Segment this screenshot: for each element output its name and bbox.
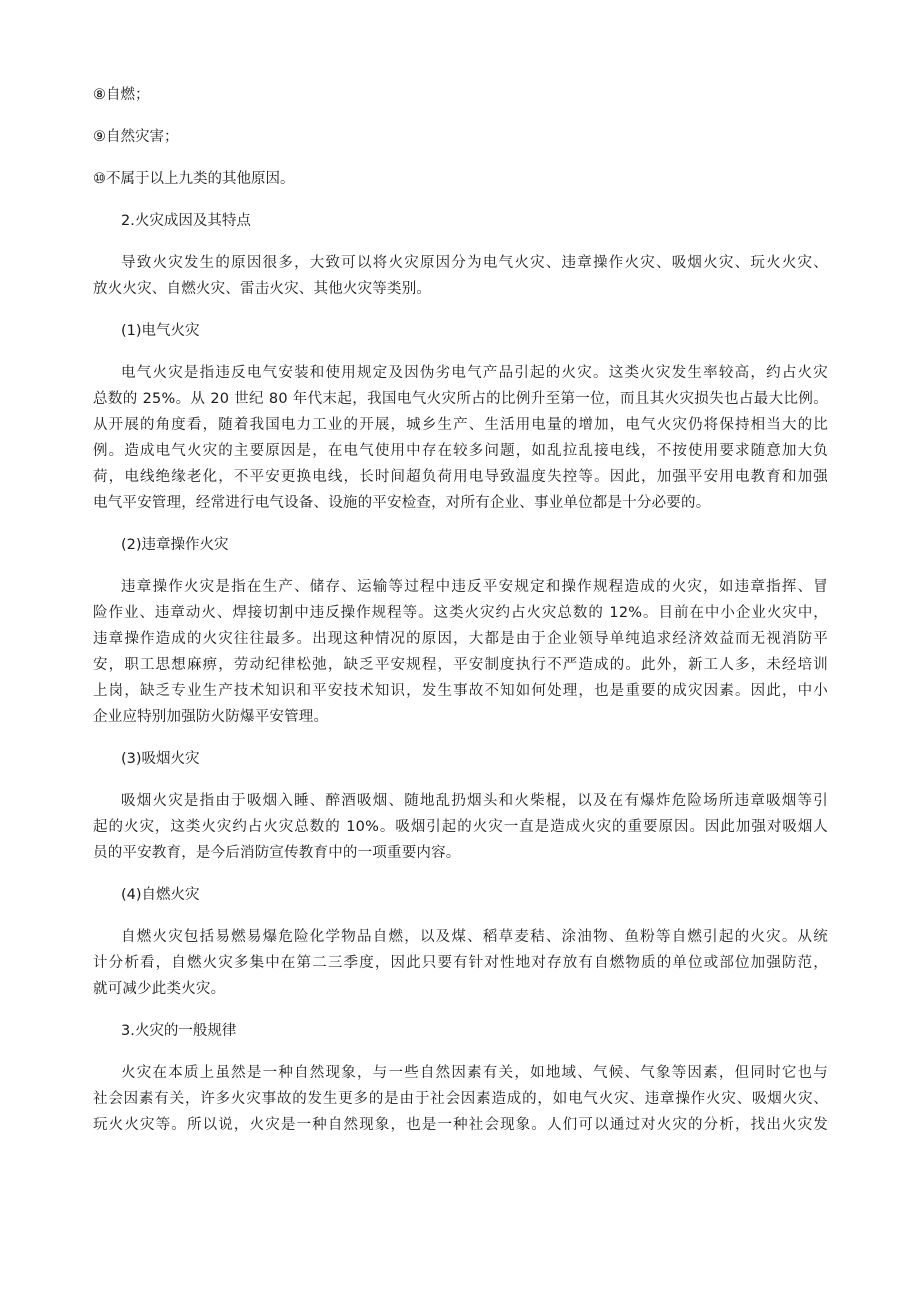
section-2-title: 2.火灾成因及其特点 bbox=[121, 213, 251, 229]
text-line: 起的火灾，这类火灾约占火灾总数的 10%。吸烟引起的火灾一直是造成火灾的重要原因。因此加强对吸烟人 bbox=[93, 819, 828, 835]
text-line: 就可减少此类火灾。 bbox=[93, 981, 226, 997]
subsection-1-title: (1)电气火灾 bbox=[121, 323, 200, 339]
subsection-4-body bbox=[93, 924, 828, 1002]
text-line: 玩火火灾等。所以说，火灾是一种自然现象，也是一种社会现象。人们可以通过对火灾的分析，找出火灾发 bbox=[93, 1117, 828, 1133]
text-line: 上岗，缺乏专业生产技术知识和平安技术知识，发生事故不知如何处理，也是重要的成灾因素。因此，中小 bbox=[93, 683, 828, 699]
subsection-2-body bbox=[93, 574, 828, 730]
section-2-intro bbox=[93, 250, 828, 302]
list-item-10: ⑩不属于以上九类的其他原因。 bbox=[93, 171, 295, 187]
text-line: 自燃火灾包括易燃易爆危险化学物品自燃，以及煤、稻草麦秸、涂油物、鱼粉等自燃引起的火灾。从统 bbox=[121, 929, 828, 945]
subsection-4-title: (4)自燃火灾 bbox=[121, 887, 200, 903]
text-line: 安，职工思想麻痹，劳动纪律松弛，缺乏平安规程，平安制度执行不严造成的。此外，新工人多，未经培训 bbox=[93, 657, 828, 673]
text-line: 吸烟火灾是指由于吸烟入睡、醉酒吸烟、随地乱扔烟头和火柴棍，以及在有爆炸危险场所违章吸烟等引 bbox=[121, 793, 828, 809]
text-line: 企业应特别加强防火防爆平安管理。 bbox=[93, 709, 329, 725]
subsection-2-title: (2)违章操作火灾 bbox=[121, 537, 229, 553]
text-line: 违章操作火灾是指在生产、储存、运输等过程中违反平安规定和操作规程造成的火灾，如违章指挥、冒 bbox=[121, 579, 828, 595]
text-line: 员的平安教育，是今后消防宣传教育中的一项重要内容。 bbox=[93, 845, 461, 861]
section-3-title: 3.火灾的一般规律 bbox=[121, 1023, 237, 1039]
text-line: 放火火灾、自燃火灾、雷击火灾、其他火灾等类别。 bbox=[93, 281, 432, 297]
text-line: 电气火灾是指违反电气安装和使用规定及因伪劣电气产品引起的火灾。这类火灾发生率较高，约占火灾 bbox=[121, 365, 828, 381]
text-line: 荷，电线绝缘老化，不平安更换电线，长时间超负荷用电导致温度失控等。因此，加强平安用电教育和加强 bbox=[93, 469, 828, 485]
subsection-3-title: (3)吸烟火灾 bbox=[121, 751, 200, 767]
text-line: 电气平安管理，经常进行电气设备、设施的平安检查，对所有企业、事业单位都是十分必要的。 bbox=[93, 495, 711, 511]
text-line: 违章操作造成的火灾往往最多。出现这种情况的原因，大都是由于企业领导单纯追求经济效益而无视消防平 bbox=[93, 631, 828, 647]
document-page bbox=[93, 82, 828, 1154]
subsection-1-body bbox=[93, 360, 828, 516]
text-line: 导致火灾发生的原因很多，大致可以将火灾原因分为电气火灾、违章操作火灾、吸烟火灾、玩火火灾、 bbox=[121, 255, 828, 271]
text-line: 火灾在本质上虽然是一种自然现象，与一些自然因素有关，如地域、气候、气象等因素，但同时它也与 bbox=[121, 1065, 828, 1081]
section-3-body bbox=[93, 1060, 828, 1138]
text-line: 例。造成电气火灾的主要原因是，在电气使用中存在较多问题，如乱拉乱接电线，不按使用要求随意加大负 bbox=[93, 443, 828, 459]
subsection-3-body bbox=[93, 788, 828, 866]
text-line: 险作业、违章动火、焊接切割中违反操作规程等。这类火灾约占火灾总数的 12%。目前在中小企业火灾中， bbox=[93, 605, 828, 621]
text-line: 总数的 25%。从 20 世纪 80 年代末起，我国电气火灾所占的比例升至第一位，而且其火灾损失也占最大比例。 bbox=[93, 391, 828, 407]
text-line: 从开展的角度看，随着我国电力工业的开展，城乡生产、生活用电量的增加，电气火灾仍将保持相当大的比 bbox=[93, 417, 828, 433]
list-item-8: ⑧自燃； bbox=[93, 87, 150, 103]
list-item-9: ⑨自然灾害； bbox=[93, 129, 179, 145]
text-line: 社会因素有关，许多火灾事故的发生更多的是由于社会因素造成的，如电气火灾、违章操作火灾、吸烟火灾、 bbox=[93, 1091, 828, 1107]
text-line: 计分析看，自燃火灾多集中在第二三季度，因此只要有针对性地对存放有自燃物质的单位或部位加强防范， bbox=[93, 955, 828, 971]
